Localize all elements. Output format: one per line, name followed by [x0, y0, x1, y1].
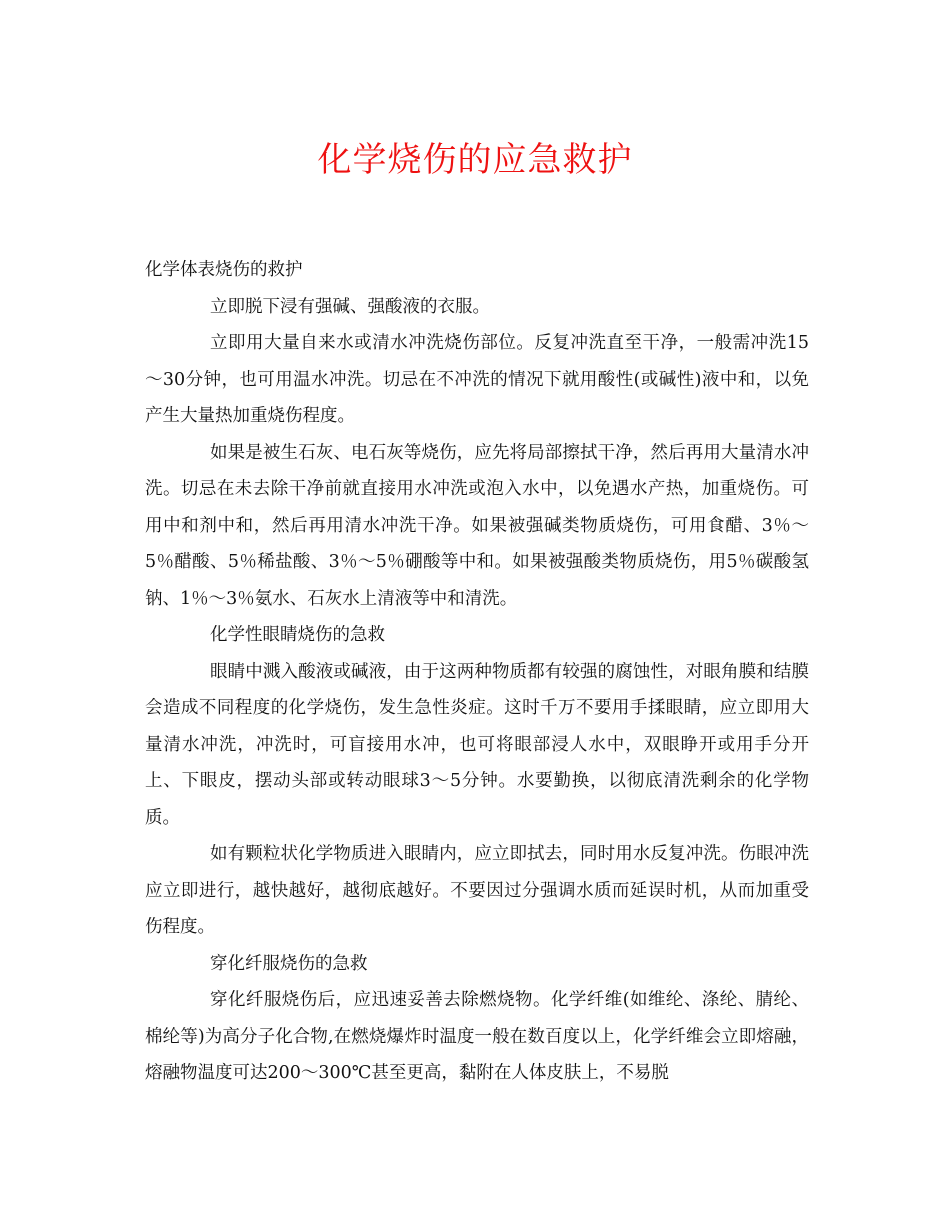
paragraph: 化学体表烧伤的救护 — [145, 260, 303, 280]
paragraph: 眼睛中溅入酸液或碱液，由于这两种物质都有较强的腐蚀性，对眼角膜和结膜会造成不同程度的化学烧伤，发生急性炎症。这时千万不要用手揉眼睛，应立即用大量清水冲洗，冲洗时，可盲接用水冲，也可将眼部浸人水中，双眼睁开或用手分开上、下眼皮，摆动头部或转动眼球3～5分钟。水要勤换，以彻底清洗剩余的化学物质。 — [145, 661, 809, 828]
paragraph: 立即脱下浸有强碱、强酸液的衣服。 — [210, 296, 490, 317]
section-heading: 穿化纤服烧伤的急救 — [210, 953, 368, 974]
document-title: 化学烧伤的应急救护 — [317, 140, 633, 180]
paragraph: 如果是被生石灰、电石灰等烧伤，应先将局部擦拭干净，然后再用大量清水冲洗。切忌在未去除干净前就直接用水冲洗或泡入水中，以免遇水产热，加重烧伤。可用中和剂中和，然后再用清水冲洗干净。如果被强碱类物质烧伤，可用食醋、3％～5％醋酸、5％稀盐酸、3％～5％硼酸等中和。如果被强酸类物质烧伤，用5％碳酸氢钠、1％～3％氨水、石灰水上清液等中和清洗。 — [145, 442, 809, 609]
section-heading: 化学性眼睛烧伤的急救 — [210, 625, 385, 645]
document-body — [145, 252, 809, 1092]
paragraph: 如有颗粒状化学物质进入眼睛内，应立即拭去，同时用水反复冲洗。伤眼冲洗应立即进行，越快越好，越彻底越好。不要因过分强调水质而延误时机，从而加重受伤程度。 — [145, 844, 809, 937]
paragraph: 穿化纤服烧伤后，应迅速妥善去除燃烧物。化学纤维(如维纶、涤纶、腈纶、棉纶等)为高分子化合物,在燃烧爆炸时温度一般在数百度以上，化学纤维会立即熔融，熔融物温度可达200～300℃甚至更高，黏附在人体皮肤上，不易脱 — [145, 990, 809, 1083]
paragraph: 立即用大量自来水或清水冲洗烧伤部位。反复冲洗直至干净，一般需冲洗15～30分钟，也可用温水冲洗。切忌在不冲洗的情况下就用酸性(或碱性)液中和，以免产生大量热加重烧伤程度。 — [145, 333, 809, 426]
